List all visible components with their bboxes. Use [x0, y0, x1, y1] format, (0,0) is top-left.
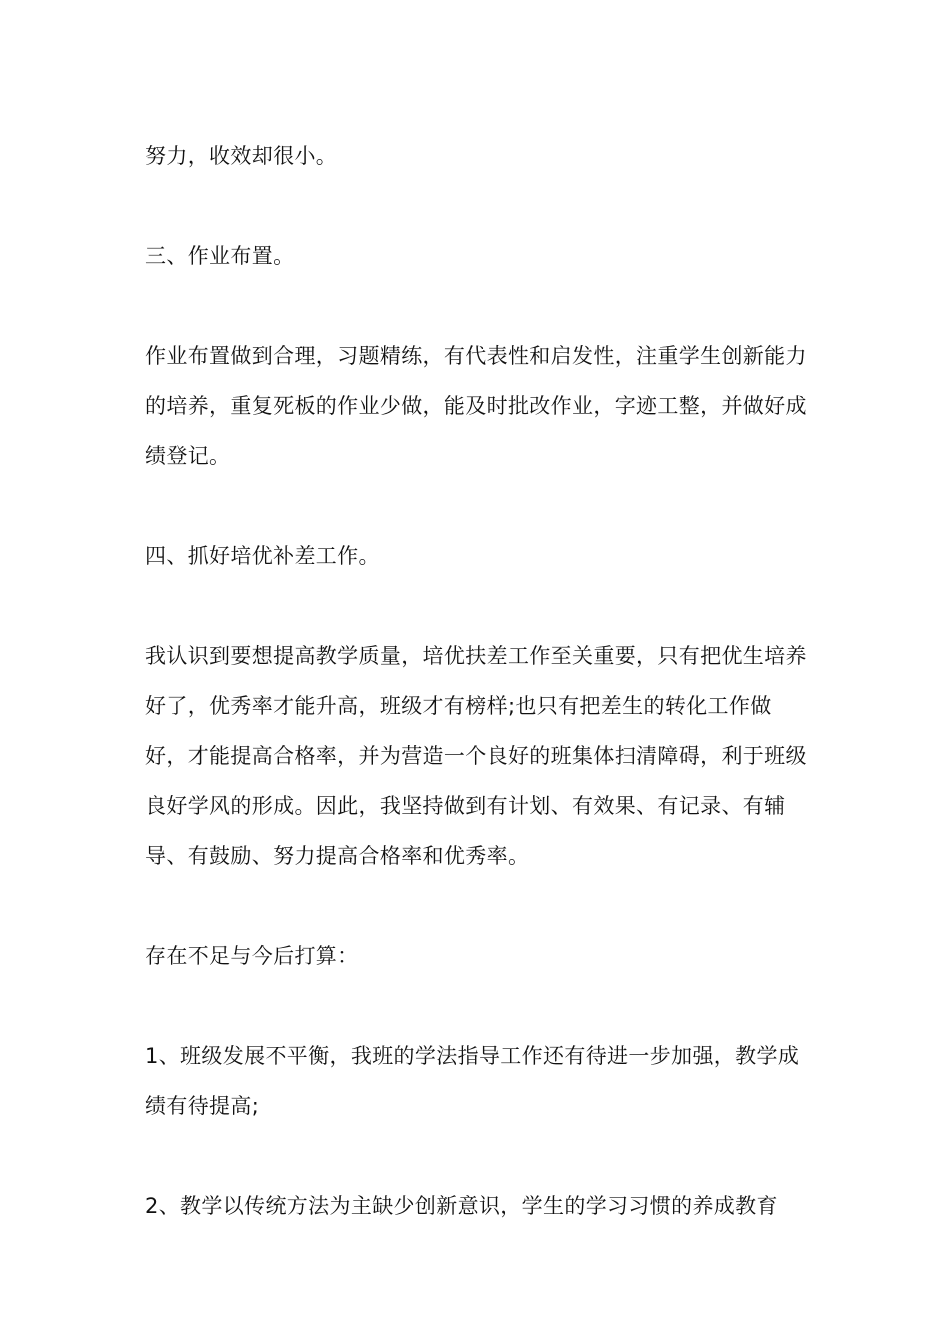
- heading-homework-assignment: 三、作业布置。: [145, 244, 295, 268]
- heading-top-and-weak-students: 四、抓好培优补差工作。: [145, 544, 380, 568]
- paragraph-top-and-weak-students: 我认识到要想提高教学质量，培优扶差工作至关重要，只有把优生培养好了，优秀率才能升高，班级才有榜样;也只有把差生的转化工作做好，才能提高合格率，并为营造一个良好的班集体扫清障碍，利于班级良好学风的形成。因此，我坚持做到有计划、有效果、有记录、有辅导、有鼓励、努力提高合格率和优秀率。: [145, 644, 807, 868]
- list-item-2: 2、教学以传统方法为主缺少创新意识，学生的学习习惯的养成教育: [145, 1194, 778, 1218]
- list-item-1: 1、班级发展不平衡，我班的学法指导工作还有待进一步加强，教学成绩有待提高;: [145, 1044, 800, 1118]
- document-body: [145, 131, 813, 1281]
- heading-shortcomings-and-plans: 存在不足与今后打算：: [145, 944, 359, 968]
- paragraph-continuation: 努力，收效却很小。: [145, 144, 338, 168]
- paragraph-homework-assignment: 作业布置做到合理，习题精练，有代表性和启发性，注重学生创新能力的培养，重复死板的作业少做，能及时批改作业，字迹工整，并做好成绩登记。: [145, 344, 807, 468]
